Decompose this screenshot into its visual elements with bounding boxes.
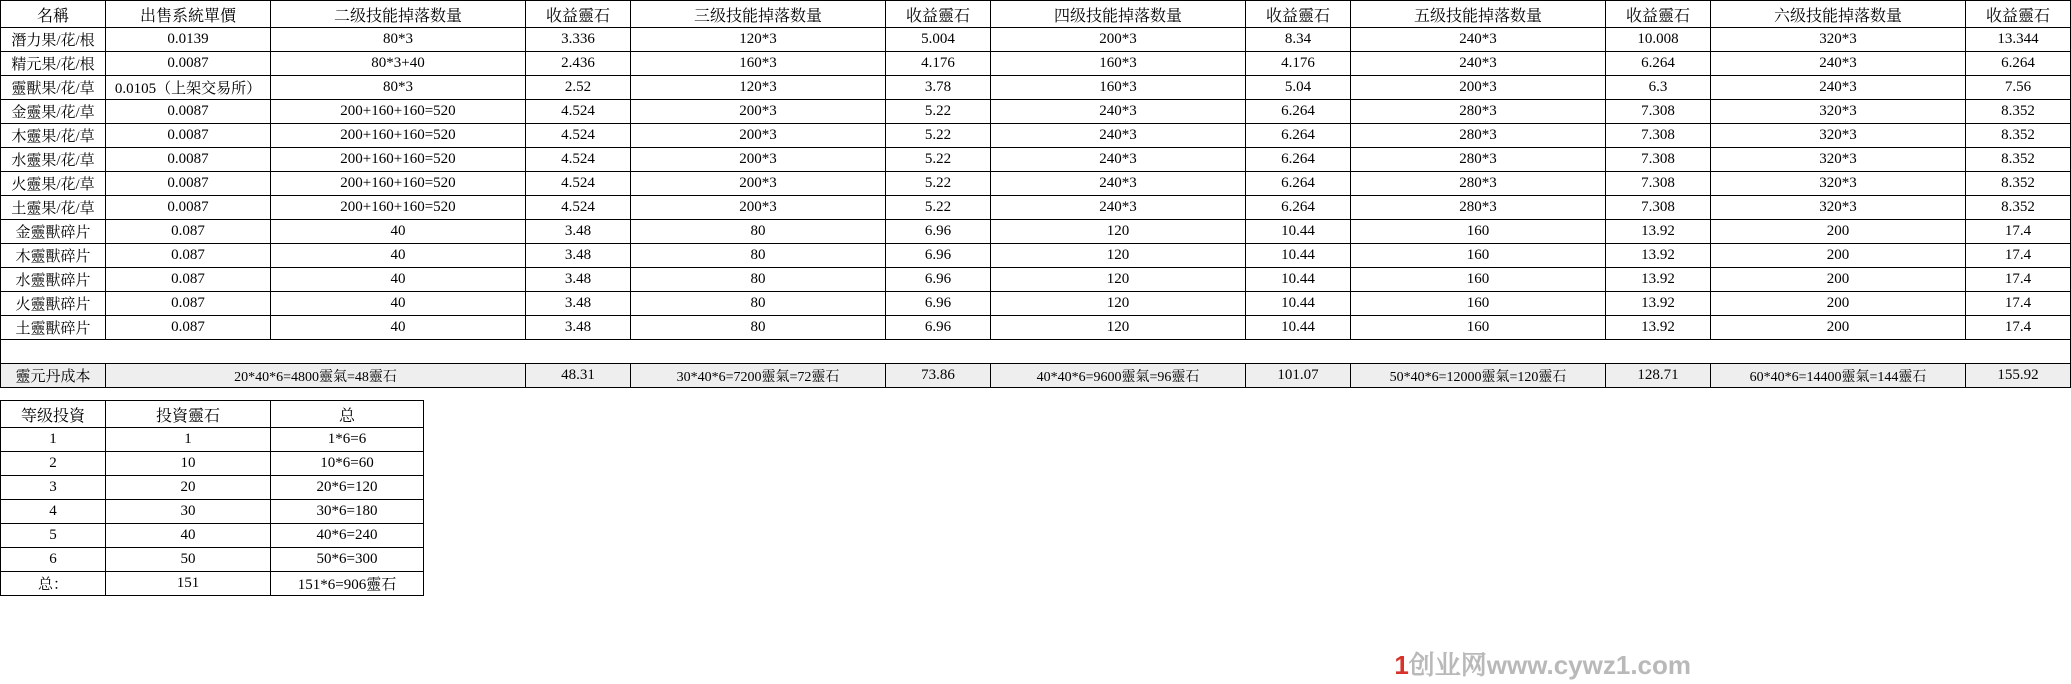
header-cell-stones: 投資靈石 (106, 401, 271, 428)
cell-total: 1*6=6 (271, 428, 424, 452)
cell-drop-4: 120 (991, 268, 1246, 292)
cell-name: 火靈獸碎片 (1, 292, 106, 316)
table-row (1, 500, 424, 524)
cell-drop-5: 240*3 (1351, 28, 1606, 52)
cell-gain-6: 17.4 (1966, 268, 2071, 292)
main-table-body (1, 28, 2071, 388)
cell-gain-5: 13.92 (1606, 220, 1711, 244)
cell-drop-3: 80 (631, 244, 886, 268)
cell-gain-3: 6.96 (886, 316, 991, 340)
cell-drop-3: 80 (631, 292, 886, 316)
cell-drop-3: 200*3 (631, 148, 886, 172)
cell-gain-4: 8.34 (1246, 28, 1351, 52)
cell-gain-5: 7.308 (1606, 100, 1711, 124)
cell-gain-5: 13.92 (1606, 316, 1711, 340)
cell-gain-6: 8.352 (1966, 148, 2071, 172)
cell-name: 潛力果/花/根 (1, 28, 106, 52)
cell-gain-2: 4.524 (526, 172, 631, 196)
cell-drop-4: 120 (991, 292, 1246, 316)
table-row (1, 268, 2071, 292)
header-cell-drop-5: 五级技能掉落数量 (1351, 1, 1606, 28)
cell-drop-2: 80*3 (271, 28, 526, 52)
table-row (1, 28, 2071, 52)
cell-drop-3: 200*3 (631, 196, 886, 220)
cell-price: 0.087 (106, 220, 271, 244)
header-cell-drop-4: 四级技能掉落数量 (991, 1, 1246, 28)
cell-drop-4: 160*3 (991, 76, 1246, 100)
cell-gain-5: 7.308 (1606, 196, 1711, 220)
cell-price: 0.087 (106, 292, 271, 316)
cell-drop-6: 200 (1711, 292, 1966, 316)
cell-drop-5: 280*3 (1351, 148, 1606, 172)
cell-drop-6: 320*3 (1711, 124, 1966, 148)
cell-drop-4: 240*3 (991, 124, 1246, 148)
cell-gain-2: 3.48 (526, 268, 631, 292)
cell-drop-3: 80 (631, 268, 886, 292)
cost-row-label: 靈元丹成本 (1, 364, 106, 388)
cell-price: 0.0139 (106, 28, 271, 52)
main-table-header (1, 1, 2071, 28)
cell-name: 金靈果/花/草 (1, 100, 106, 124)
table-row (1, 476, 424, 500)
table-row (1, 452, 424, 476)
cell-gain-4: 6.264 (1246, 124, 1351, 148)
cell-level: 4 (1, 500, 106, 524)
cell-gain-2: 4.524 (526, 124, 631, 148)
cell-gain-6: 17.4 (1966, 220, 2071, 244)
cell-gain-5: 6.3 (1606, 76, 1711, 100)
cell-gain-5: 13.92 (1606, 268, 1711, 292)
table-row (1, 148, 2071, 172)
cell-gain-6: 13.344 (1966, 28, 2071, 52)
cell-gain-4: 10.44 (1246, 244, 1351, 268)
cell-drop-2: 200+160+160=520 (271, 124, 526, 148)
header-row (1, 1, 2071, 28)
cell-stones: 20 (106, 476, 271, 500)
cell-price: 0.0087 (106, 124, 271, 148)
table-row (1, 172, 2071, 196)
table-row (1, 52, 2071, 76)
section-gap (0, 388, 1568, 400)
cell-drop-5: 160 (1351, 244, 1606, 268)
header-cell-gain-2: 收益靈石 (526, 1, 631, 28)
cell-drop-2: 200+160+160=520 (271, 100, 526, 124)
cell-gain-3: 5.22 (886, 148, 991, 172)
cell-price: 0.0087 (106, 52, 271, 76)
cell-gain-3: 5.22 (886, 172, 991, 196)
cell-name: 水靈果/花/草 (1, 148, 106, 172)
cell-stones-total: 151 (106, 572, 271, 596)
cell-level: 3 (1, 476, 106, 500)
cell-gain-2: 3.48 (526, 220, 631, 244)
cell-drop-5: 200*3 (1351, 76, 1606, 100)
cell-gain-4: 6.264 (1246, 148, 1351, 172)
cell-gain-3: 6.96 (886, 220, 991, 244)
cell-drop-2: 80*3+40 (271, 52, 526, 76)
table-row (1, 316, 2071, 340)
cell-stones: 1 (106, 428, 271, 452)
cell-drop-4: 240*3 (991, 172, 1246, 196)
cell-gain-6: 17.4 (1966, 316, 2071, 340)
cell-gain-5: 13.92 (1606, 244, 1711, 268)
cell-stones: 10 (106, 452, 271, 476)
cell-gain-3: 6.96 (886, 244, 991, 268)
table-row (1, 548, 424, 572)
cell-gain-5: 7.308 (1606, 172, 1711, 196)
cell-gain-5: 6.264 (1606, 52, 1711, 76)
site-watermark (1394, 645, 1691, 682)
cell-gain-2: 4.524 (526, 100, 631, 124)
cell-name: 木靈獸碎片 (1, 244, 106, 268)
cell-drop-2: 40 (271, 292, 526, 316)
cell-level: 5 (1, 524, 106, 548)
cell-gain-6: 8.352 (1966, 172, 2071, 196)
cell-gain-6: 17.4 (1966, 292, 2071, 316)
cell-drop-3: 120*3 (631, 76, 886, 100)
cell-drop-2: 200+160+160=520 (271, 196, 526, 220)
cell-gain-6: 7.56 (1966, 76, 2071, 100)
cell-gain-4: 10.44 (1246, 268, 1351, 292)
cell-gain-4: 6.264 (1246, 172, 1351, 196)
cell-name: 水靈獸碎片 (1, 268, 106, 292)
cell-drop-6: 200 (1711, 244, 1966, 268)
cell-drop-5: 160 (1351, 268, 1606, 292)
cell-drop-6: 200 (1711, 220, 1966, 244)
cell-drop-5: 160 (1351, 220, 1606, 244)
cell-gain-2: 4.524 (526, 196, 631, 220)
cell-gain-3: 6.96 (886, 268, 991, 292)
cell-drop-2: 40 (271, 316, 526, 340)
cost-total-2: 48.31 (526, 364, 631, 388)
investment-total-row (1, 572, 424, 596)
cell-drop-5: 280*3 (1351, 100, 1606, 124)
cell-drop-6: 320*3 (1711, 100, 1966, 124)
cell-gain-4: 10.44 (1246, 220, 1351, 244)
table-row (1, 524, 424, 548)
cell-drop-5: 160 (1351, 292, 1606, 316)
cell-drop-2: 80*3 (271, 76, 526, 100)
header-cell-gain-6: 收益靈石 (1966, 1, 2071, 28)
blank-row (1, 340, 2071, 364)
cell-drop-3: 80 (631, 316, 886, 340)
cell-gain-2: 2.52 (526, 76, 631, 100)
header-cell-gain-5: 收益靈石 (1606, 1, 1711, 28)
cell-drop-6: 320*3 (1711, 172, 1966, 196)
cell-gain-2: 3.48 (526, 292, 631, 316)
cell-gain-4: 6.264 (1246, 196, 1351, 220)
cell-gain-4: 6.264 (1246, 100, 1351, 124)
cell-drop-2: 40 (271, 268, 526, 292)
cell-stones: 50 (106, 548, 271, 572)
cell-gain-2: 4.524 (526, 148, 631, 172)
cell-gain-6: 8.352 (1966, 124, 2071, 148)
cell-gain-5: 7.308 (1606, 148, 1711, 172)
cell-gain-5: 7.308 (1606, 124, 1711, 148)
blank-cell (1, 340, 2071, 364)
cost-total-3: 73.86 (886, 364, 991, 388)
cell-total: 10*6=60 (271, 452, 424, 476)
table-row (1, 292, 2071, 316)
cell-stones: 40 (106, 524, 271, 548)
cell-level: 1 (1, 428, 106, 452)
cell-price: 0.0087 (106, 172, 271, 196)
cell-gain-6: 8.352 (1966, 196, 2071, 220)
cell-name: 金靈獸碎片 (1, 220, 106, 244)
cell-drop-4: 120 (991, 244, 1246, 268)
table-row (1, 220, 2071, 244)
investment-table-body (1, 401, 424, 596)
cell-drop-6: 200 (1711, 316, 1966, 340)
cell-gain-2: 3.336 (526, 28, 631, 52)
cell-drop-3: 80 (631, 220, 886, 244)
cell-price: 0.0087 (106, 196, 271, 220)
cell-drop-2: 40 (271, 220, 526, 244)
cost-total-5: 128.71 (1606, 364, 1711, 388)
header-cell-level: 等级投資 (1, 401, 106, 428)
cell-drop-2: 40 (271, 244, 526, 268)
cell-name: 土靈果/花/草 (1, 196, 106, 220)
table-row (1, 100, 2071, 124)
cost-total-4: 101.07 (1246, 364, 1351, 388)
cost-formula-3: 30*40*6=7200靈氣=72靈石 (631, 364, 886, 388)
cost-row (1, 364, 2071, 388)
cost-formula-2: 20*40*6=4800靈氣=48靈石 (106, 364, 526, 388)
cell-gain-3: 6.96 (886, 292, 991, 316)
cell-drop-4: 240*3 (991, 100, 1246, 124)
cell-name: 靈獸果/花/草 (1, 76, 106, 100)
cell-name: 精元果/花/根 (1, 52, 106, 76)
cell-drop-2: 200+160+160=520 (271, 148, 526, 172)
cell-gain-6: 17.4 (1966, 244, 2071, 268)
header-cell-total: 总 (271, 401, 424, 428)
cell-level: 6 (1, 548, 106, 572)
cell-gain-2: 3.48 (526, 244, 631, 268)
cell-drop-3: 120*3 (631, 28, 886, 52)
cell-total: 40*6=240 (271, 524, 424, 548)
cell-name: 土靈獸碎片 (1, 316, 106, 340)
cell-name: 木靈果/花/草 (1, 124, 106, 148)
cell-total: 20*6=120 (271, 476, 424, 500)
cell-drop-6: 320*3 (1711, 196, 1966, 220)
header-cell-gain-4: 收益靈石 (1246, 1, 1351, 28)
table-row (1, 244, 2071, 268)
header-cell-price: 出售系統單價 (106, 1, 271, 28)
cell-price: 0.087 (106, 268, 271, 292)
cell-gain-3: 4.176 (886, 52, 991, 76)
cell-drop-4: 120 (991, 316, 1246, 340)
cell-drop-5: 240*3 (1351, 52, 1606, 76)
header-cell-drop-3: 三级技能掉落数量 (631, 1, 886, 28)
investment-header-row (1, 401, 424, 428)
table-row (1, 76, 2071, 100)
table-row (1, 428, 424, 452)
table-row (1, 124, 2071, 148)
cell-drop-6: 240*3 (1711, 76, 1966, 100)
cell-drop-5: 280*3 (1351, 172, 1606, 196)
cell-drop-4: 200*3 (991, 28, 1246, 52)
cell-level-total: 总： (1, 572, 106, 596)
header-cell-drop-6: 六级技能掉落数量 (1711, 1, 1966, 28)
cell-gain-6: 6.264 (1966, 52, 2071, 76)
cost-formula-6: 60*40*6=14400靈氣=144靈石 (1711, 364, 1966, 388)
cost-formula-5: 50*40*6=12000靈氣=120靈石 (1351, 364, 1606, 388)
cell-name: 火靈果/花/草 (1, 172, 106, 196)
cell-drop-2: 200+160+160=520 (271, 172, 526, 196)
cell-gain-4: 5.04 (1246, 76, 1351, 100)
cell-gain-4: 10.44 (1246, 316, 1351, 340)
header-cell-gain-3: 收益靈石 (886, 1, 991, 28)
cell-gain-3: 3.78 (886, 76, 991, 100)
cell-price: 0.087 (106, 316, 271, 340)
cost-total-6: 155.92 (1966, 364, 2071, 388)
cell-gain-5: 10.008 (1606, 28, 1711, 52)
cell-gain-3: 5.22 (886, 124, 991, 148)
header-cell-drop-2: 二级技能掉落数量 (271, 1, 526, 28)
cell-price: 0.0087 (106, 100, 271, 124)
cell-gain-4: 10.44 (1246, 292, 1351, 316)
table-row (1, 196, 2071, 220)
cell-drop-3: 160*3 (631, 52, 886, 76)
cell-gain-3: 5.004 (886, 28, 991, 52)
cell-price: 0.0105（上架交易所） (106, 76, 271, 100)
cell-gain-3: 5.22 (886, 196, 991, 220)
cell-drop-4: 240*3 (991, 148, 1246, 172)
cell-total: 30*6=180 (271, 500, 424, 524)
watermark-text: 创业网www.cywz1.com (1408, 650, 1691, 680)
watermark-prefix: 1 (1394, 650, 1409, 680)
cell-drop-3: 200*3 (631, 124, 886, 148)
cost-formula-4: 40*40*6=9600靈氣=96靈石 (991, 364, 1246, 388)
cell-drop-3: 200*3 (631, 172, 886, 196)
investment-table (0, 400, 424, 596)
cell-drop-3: 200*3 (631, 100, 886, 124)
cell-gain-2: 2.436 (526, 52, 631, 76)
cell-drop-6: 320*3 (1711, 28, 1966, 52)
cell-drop-4: 120 (991, 220, 1246, 244)
cell-drop-6: 200 (1711, 268, 1966, 292)
cell-gain-5: 13.92 (1606, 292, 1711, 316)
cell-gain-3: 5.22 (886, 100, 991, 124)
cell-drop-5: 280*3 (1351, 124, 1606, 148)
cell-stones: 30 (106, 500, 271, 524)
cell-total: 50*6=300 (271, 548, 424, 572)
cell-drop-4: 240*3 (991, 196, 1246, 220)
cell-drop-6: 240*3 (1711, 52, 1966, 76)
cell-price: 0.0087 (106, 148, 271, 172)
cell-gain-6: 8.352 (1966, 100, 2071, 124)
cell-drop-6: 320*3 (1711, 148, 1966, 172)
header-cell-name: 名稱 (1, 1, 106, 28)
cell-level: 2 (1, 452, 106, 476)
cell-gain-4: 4.176 (1246, 52, 1351, 76)
cell-drop-4: 160*3 (991, 52, 1246, 76)
cell-price: 0.087 (106, 244, 271, 268)
cell-gain-2: 3.48 (526, 316, 631, 340)
cell-drop-5: 280*3 (1351, 196, 1606, 220)
cell-drop-5: 160 (1351, 316, 1606, 340)
cell-total-total: 151*6=906靈石 (271, 572, 424, 596)
